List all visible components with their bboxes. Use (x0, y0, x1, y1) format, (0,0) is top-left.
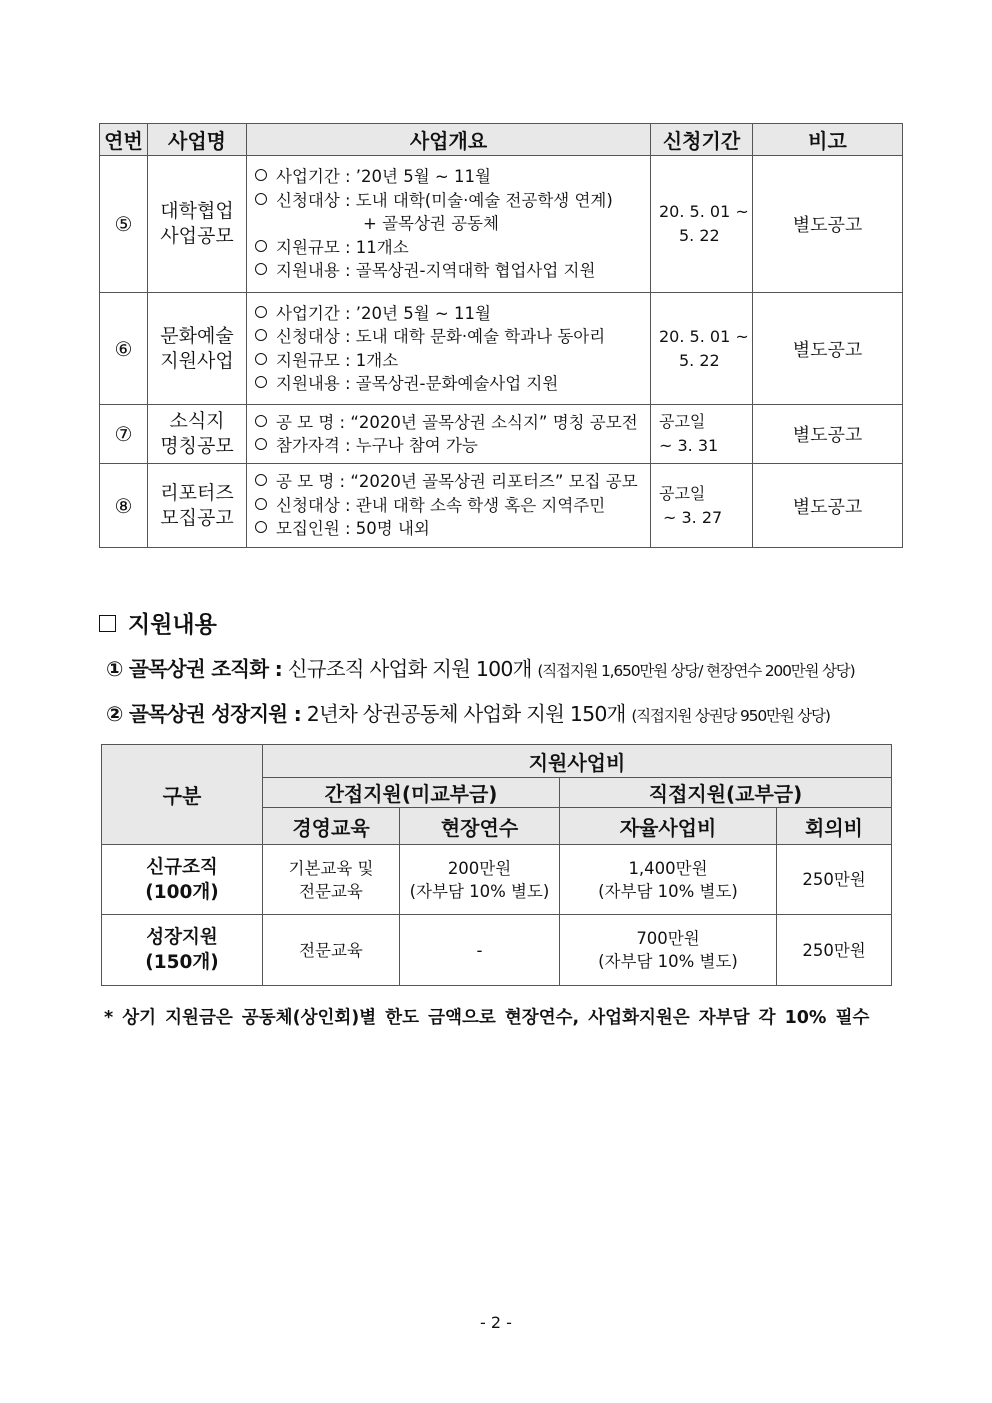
support-item-sub: (직접지원 1,650만원 상당/ 현장연수 200만원 상당) (537, 662, 855, 680)
period-line: 20. 5. 01 ~ (659, 326, 749, 346)
section-title (99, 606, 217, 639)
table-row (102, 915, 892, 986)
table-row (100, 293, 903, 405)
period-line: ~ 3. 27 (663, 507, 723, 527)
summary-line: 지원규모 : 11개소 (276, 237, 409, 257)
circle-bullet-icon (255, 474, 267, 486)
table-cell (560, 845, 777, 915)
project-summary (247, 156, 651, 293)
cell-line: 기본교육 및 (288, 858, 374, 878)
cell-line: 250만원 (802, 940, 866, 960)
header-note: 비고 (753, 124, 903, 156)
cell-line: (자부담 10% 별도) (409, 881, 550, 901)
application-period (651, 293, 753, 405)
project-name-line: 소식지 (169, 410, 225, 432)
application-period (651, 405, 753, 464)
table-row (100, 464, 903, 548)
table-cell (777, 845, 892, 915)
row-label-line: 신규조직 (146, 856, 218, 878)
row-label-line: (100개) (145, 881, 219, 903)
summary-line: 신청대상 : 도내 대학(미술·예술 전공학생 연계) (276, 190, 613, 210)
period-line: 5. 22 (679, 350, 720, 370)
circle-bullet-icon (255, 240, 267, 252)
application-period (651, 156, 753, 293)
project-name-line: 명칭공모 (160, 435, 234, 457)
circle-bullet-icon (255, 169, 267, 181)
circle-bullet-icon (255, 329, 267, 341)
cell-line: (자부담 10% 별도) (598, 881, 738, 901)
circle-bullet-icon (255, 415, 267, 427)
note: 별도공고 (753, 464, 903, 548)
header-category: 구분 (102, 745, 263, 845)
page-number: - 2 - (480, 1313, 512, 1332)
table-cell (263, 915, 400, 986)
project-table (99, 123, 903, 548)
note: 별도공고 (753, 156, 903, 293)
project-summary (247, 405, 651, 464)
table-cell (263, 845, 400, 915)
circle-bullet-icon (255, 376, 267, 388)
table-row (100, 156, 903, 293)
note: 별도공고 (753, 293, 903, 405)
row-number: ⑤ (100, 156, 148, 293)
support-item (106, 652, 854, 682)
project-table-header-row (100, 124, 903, 156)
circle-bullet-icon (255, 306, 267, 318)
cell-line: 1,400만원 (628, 858, 708, 878)
circle-bullet-icon (255, 263, 267, 275)
footnote: * 상기 지원금은 공동체(상인회)별 한도 금액으로 현장연수, 사업화지원은 자부담 각 10% 필수 (104, 1008, 870, 1028)
support-item-label: ① 골목상권 조직화 : (106, 657, 282, 681)
project-name-line: 사업공모 (160, 225, 234, 247)
header-no: 연번 (100, 124, 148, 156)
header-support-cost: 지원사업비 (263, 745, 892, 778)
period-line: ~ 3. 31 (659, 436, 719, 455)
row-number: ⑥ (100, 293, 148, 405)
project-name-line: 대학협업 (160, 200, 234, 222)
support-item (106, 697, 830, 727)
header-indirect: 간접지원(미교부금) (263, 778, 560, 808)
support-item-text: 신규조직 사업화 지원 100개 (282, 657, 538, 681)
header-direct: 직접지원(교부금) (560, 778, 892, 808)
table-row (100, 405, 903, 464)
summary-line: 공 모 명 : “2020년 골목상권 소식지” 명칭 공모전 (276, 412, 638, 432)
summary-line: 사업기간 : ’20년 5월 ~ 11월 (276, 303, 491, 323)
project-name-line: 문화예술 (160, 324, 234, 347)
funding-table (101, 744, 892, 986)
circle-bullet-icon (255, 438, 267, 450)
period-line: 20. 5. 01 ~ (659, 202, 749, 221)
header-meeting-cost: 회의비 (777, 808, 892, 845)
row-label (102, 845, 263, 915)
cell-line: 전문교육 (299, 940, 363, 960)
support-item-text: 2년차 상권공동체 사업화 지원 150개 (301, 702, 632, 726)
project-name-line: 리포터즈 (160, 481, 234, 504)
period-line: 공고일 (659, 483, 706, 503)
summary-line: 신청대상 : 도내 대학 문화·예술 학과나 동아리 (276, 327, 606, 346)
project-name (148, 293, 247, 405)
header-summary: 사업개요 (247, 124, 651, 156)
table-cell (400, 915, 560, 986)
row-label-line: 성장지원 (146, 927, 218, 948)
cell-line: - (476, 940, 483, 960)
table-cell (777, 915, 892, 986)
header-autonomous-project: 자율사업비 (560, 808, 777, 845)
summary-line: 참가자격 : 누구나 참여 가능 (276, 436, 478, 455)
support-item-sub: (직접지원 상권당 950만원 상당) (631, 707, 830, 725)
header-period: 신청기간 (651, 124, 753, 156)
cell-line: (자부담 10% 별도) (598, 952, 738, 971)
row-label-line: (150개) (145, 952, 219, 973)
project-name (148, 405, 247, 464)
circle-bullet-icon (255, 498, 267, 510)
cell-line: 200만원 (447, 858, 512, 878)
header-field-training: 현장연수 (400, 808, 560, 845)
project-name-line: 지원사업 (160, 349, 234, 372)
summary-line: 지원규모 : 1개소 (276, 350, 399, 370)
header-name: 사업명 (148, 124, 247, 156)
summary-line: 지원내용 : 골목상권-문화예술사업 지원 (276, 374, 559, 393)
cell-line: 700만원 (636, 929, 700, 948)
cell-line: 250만원 (802, 870, 866, 889)
circle-bullet-icon (255, 193, 267, 205)
summary-line: + 골목상권 공동체 (363, 214, 499, 234)
summary-line: 지원내용 : 골목상권-지역대학 협업사업 지원 (276, 261, 596, 281)
project-summary (247, 293, 651, 405)
section-title-text: 지원내용 (128, 612, 217, 638)
table-row (102, 845, 892, 915)
application-period (651, 464, 753, 548)
checkbox-square-icon (99, 615, 116, 632)
table-cell (400, 845, 560, 915)
summary-line: 신청대상 : 관내 대학 소속 학생 혹은 지역주민 (276, 495, 606, 515)
row-number: ⑧ (100, 464, 148, 548)
circle-bullet-icon (255, 353, 267, 365)
project-name (148, 156, 247, 293)
project-summary (247, 464, 651, 548)
support-item-label: ② 골목상권 성장지원 : (106, 702, 301, 726)
period-line: 공고일 (659, 412, 706, 431)
summary-line: 사업기간 : ’20년 5월 ~ 11월 (276, 167, 491, 187)
project-name-line: 모집공고 (160, 506, 234, 529)
cell-line: 전문교육 (299, 881, 363, 901)
funding-header-row (102, 745, 892, 778)
header-management-education: 경영교육 (263, 808, 400, 845)
row-label (102, 915, 263, 986)
note: 별도공고 (753, 405, 903, 464)
summary-line: 공 모 명 : “2020년 골목상권 리포터즈” 모집 공모 (276, 472, 638, 492)
circle-bullet-icon (255, 521, 267, 533)
period-line: 5. 22 (679, 226, 720, 245)
table-cell (560, 915, 777, 986)
row-number: ⑦ (100, 405, 148, 464)
project-name (148, 464, 247, 548)
summary-line: 모집인원 : 50명 내외 (276, 519, 430, 539)
